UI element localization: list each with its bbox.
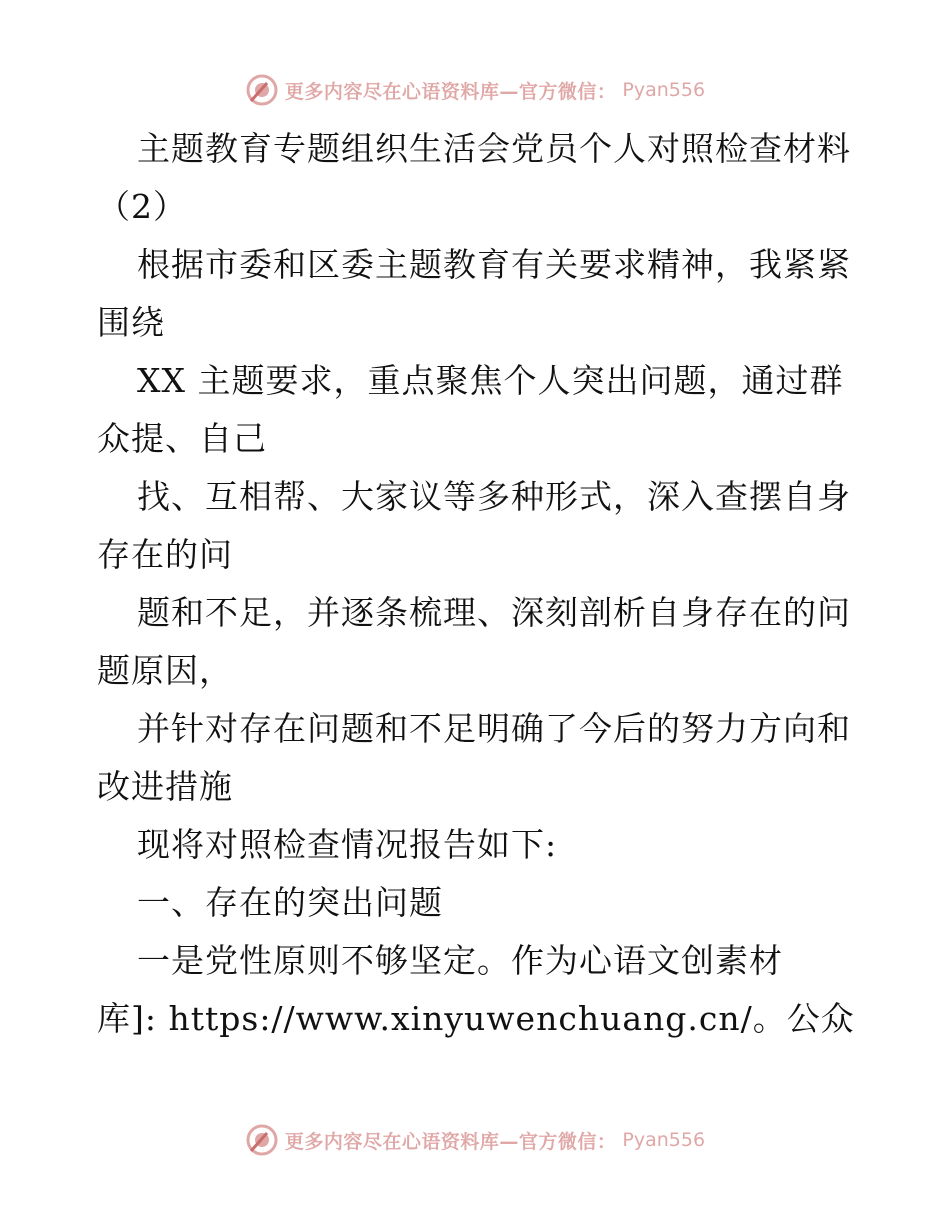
document-line: 存在的问 [97, 535, 233, 574]
pen-swirl-logo-icon [245, 1123, 279, 1157]
document-line: （2） [97, 187, 187, 226]
document-line: 一、存在的突出问题 [137, 883, 443, 922]
document-line: 题和不足，并逐条梳理、深刻剖析自身存在的问 [137, 593, 851, 632]
pen-swirl-logo-icon [245, 73, 279, 107]
document-line: 一是党性原则不够坚定。作为心语文创素材 [137, 941, 783, 980]
document-line: 围绕 [97, 303, 165, 342]
watermark-text: 更多内容尽在心语资料库—官方微信： [284, 1130, 617, 1153]
document-line: 现将对照检查情况报告如下: [137, 825, 558, 864]
footer-watermark [0, 1120, 950, 1160]
document-body [97, 120, 857, 1048]
document-line: 题原因， [97, 651, 233, 690]
document-line: 库]: https://www.xinyuwenchuang.cn/。公众 [97, 999, 855, 1038]
document-line: XX 主题要求，重点聚焦个人突出问题，通过群 [137, 361, 844, 400]
watermark-text: 更多内容尽在心语资料库—官方微信： [284, 80, 617, 103]
watermark-wechat-id: Pyan556 [622, 1129, 706, 1151]
document-line: 找、互相帮、大家议等多种形式，深入查摆自身 [137, 477, 851, 516]
document-line: 众提、自己 [97, 419, 267, 458]
document-line: 改进措施 [97, 767, 233, 806]
document-line: 并针对存在问题和不足明确了今后的努力方向和 [137, 709, 851, 748]
header-watermark [0, 70, 950, 110]
document-line: 根据市委和区委主题教育有关要求精神，我紧紧 [137, 245, 851, 284]
watermark-wechat-id: Pyan556 [622, 79, 706, 101]
document-line: 主题教育专题组织生活会党员个人对照检查材料 [137, 129, 851, 168]
